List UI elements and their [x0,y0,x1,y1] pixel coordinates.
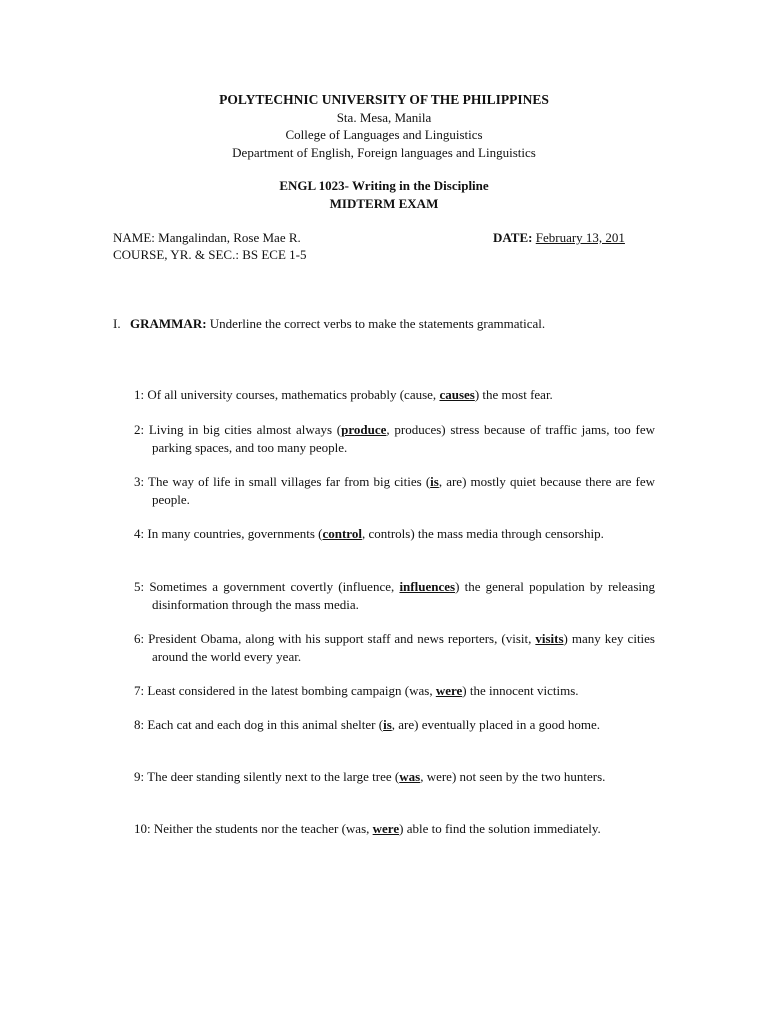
question-text: , are) mostly quiet because there are few people. [152,474,655,507]
question-text: ) many key cities around the world every year. [152,631,655,664]
course-section-value: BS ECE 1-5 [242,247,307,262]
question-number: 3: [134,474,145,489]
question-text: ) able to find the solution immediately. [399,821,601,836]
question-item [134,768,655,786]
answer-underlined: were [435,683,463,698]
question-text: , produces) stress because of traffic jams, too few parking spaces, and too many people. [152,422,655,455]
question-number: 6: [134,631,145,646]
answer-underlined: is [430,474,439,489]
answer-underlined: visits [535,631,564,646]
question-item [134,820,655,838]
question-text: , controls) the mass media through censorship. [361,526,604,541]
exam-title: MIDTERM EXAM [329,195,439,211]
question-text: , are) eventually placed in a good home. [391,717,601,732]
question-number: 10: [134,821,151,836]
date-label: DATE: [493,230,533,245]
question-item [134,682,655,700]
name-label: NAME: [113,230,155,245]
question-item [134,386,655,404]
course-title: ENGL 1023- Writing in the Discipline [279,178,489,193]
section-instruction: Underline the correct verbs to make the statements grammatical. [209,316,546,331]
question-number: 8: [134,717,145,732]
question-number: 7: [134,683,145,698]
question-item [134,525,655,543]
section-title: GRAMMAR: [130,316,207,331]
department-name: Department of English, Foreign languages and Linguistics [232,144,536,160]
question-item [134,473,655,508]
name-value: Mangalindan, Rose Mae R. [158,230,301,245]
question-number: 9: [134,769,145,784]
question-text: The deer standing silently next to the large tree ( [147,769,400,784]
date-field [493,229,625,246]
answer-underlined: control [322,526,362,541]
question-number: 2: [134,422,145,437]
answer-underlined: were [372,821,400,836]
question-text: ) the general population by releasing disinformation through the mass media. [152,579,655,612]
date-value: February 13, 201 [535,230,625,245]
question-number: 4: [134,526,145,541]
question-text: Each cat and each dog in this animal shelter ( [147,717,384,732]
question-item [134,578,655,613]
answer-underlined: produce [341,422,387,437]
question-item [134,716,655,734]
section-number: I. [113,316,121,331]
answer-underlined: influences [399,579,456,594]
name-row [113,229,658,246]
course-title-block [0,177,768,212]
question-text: Neither the students nor the teacher (was, [153,821,373,836]
question-item [134,630,655,665]
question-text: , were) not seen by the two hunters. [420,769,606,784]
question-text: Of all university courses, mathematics probably (cause, [147,387,440,402]
question-item [134,421,655,456]
question-number: 5: [134,579,145,594]
document-header [0,91,768,161]
question-text: Sometimes a government covertly (influence, [149,579,400,594]
answer-underlined: is [383,717,392,732]
question-text: The way of life in small villages far from big cities ( [148,474,431,489]
course-section-label: COURSE, YR. & SEC.: [113,247,239,262]
college-name: College of Languages and Linguistics [285,127,483,142]
question-number: 1: [134,387,145,402]
question-text: President Obama, along with his support staff and news reporters, (visit, [148,631,536,646]
university-name: POLYTECHNIC UNIVERSITY OF THE PHILIPPINES [219,92,549,107]
question-text: Living in big cities almost always ( [148,422,342,437]
university-location: Sta. Mesa, Manila [336,109,432,125]
question-text: ) the most fear. [474,387,553,402]
question-text: In many countries, governments ( [147,526,323,541]
question-text: ) the innocent victims. [462,683,579,698]
course-row [113,246,658,263]
question-text: Least considered in the latest bombing campaign (was, [147,683,436,698]
section-heading [113,316,673,332]
answer-underlined: causes [439,387,475,402]
answer-underlined: was [399,769,421,784]
